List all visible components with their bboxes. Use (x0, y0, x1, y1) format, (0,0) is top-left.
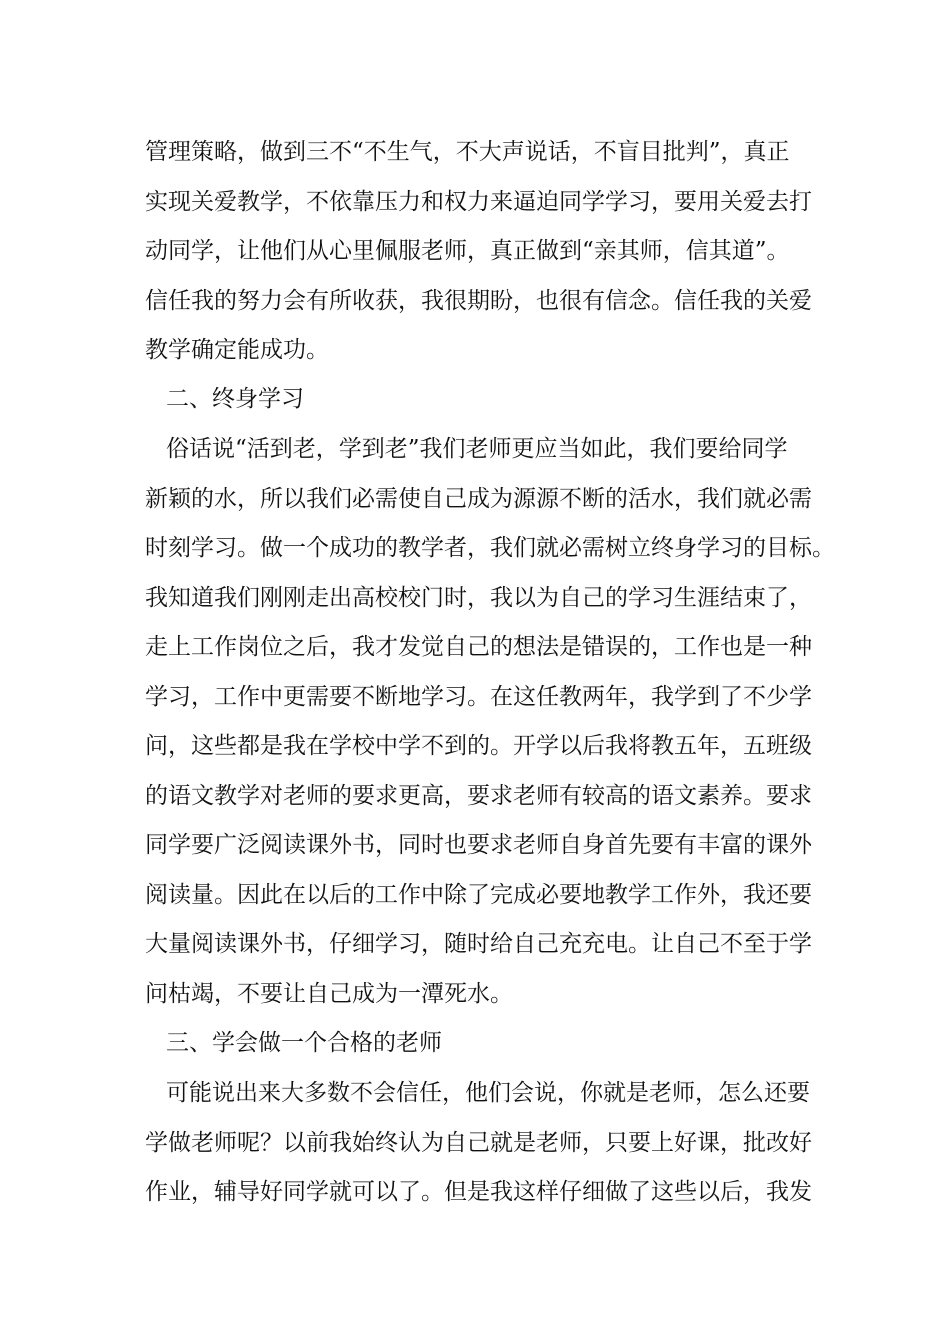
text-line: 俗话说“活到老，学到老”我们老师更应当如此，我们要给同学 (166, 436, 788, 462)
text-line: 新颖的水，所以我们必需使自己成为源源不断的活水，我们就必需 (145, 486, 812, 512)
text-line: 信任我的努力会有所收获，我很期盼，也很有信念。信任我的关爱 (145, 288, 812, 314)
text-line: 问，这些都是我在学校中学不到的。开学以后我将教五年，五班级 (145, 733, 812, 759)
text-line: 阅读量。因此在以后的工作中除了完成必要地教学工作外，我还要 (145, 882, 812, 908)
text-line: 实现关爱教学，不依靠压力和权力来逼迫同学学习，要用关爱去打 (145, 189, 812, 215)
text-line: 学习，工作中更需要不断地学习。在这任教两年，我学到了不少学 (145, 684, 812, 710)
text-line: 动同学，让他们从心里佩服老师，真正做到“亲其师，信其道”。 (145, 238, 790, 264)
text-line: 作业，辅导好同学就可以了。但是我这样仔细做了这些以后，我发 (145, 1179, 812, 1205)
text-line: 教学确定能成功。 (145, 337, 329, 363)
text-line: 同学要广泛阅读课外书，同时也要求老师自身首先要有丰富的课外 (145, 832, 812, 858)
text-line: 我知道我们刚刚走出高校校门时，我以为自己的学习生涯结束了， (145, 585, 812, 611)
text-line: 可能说出来大多数不会信任，他们会说，你就是老师，怎么还要 (166, 1080, 810, 1106)
text-line: 的语文教学对老师的要求更高，要求老师有较高的语文素养。要求 (145, 783, 812, 809)
text-line: 管理策略，做到三不“不生气，不大声说话，不盲目批判”，真正 (145, 139, 790, 165)
section-heading: 二、终身学习 (166, 386, 304, 412)
text-line: 学做老师呢？以前我始终认为自己就是老师，只要上好课，批改好 (145, 1130, 812, 1156)
text-line: 走上工作岗位之后，我才发觉自己的想法是错误的，工作也是一种 (145, 634, 812, 660)
section-heading: 三、学会做一个合格的老师 (166, 1030, 442, 1056)
text-line: 大量阅读课外书，仔细学习，随时给自己充充电。让自己不至于学 (145, 931, 812, 957)
text-line: 时刻学习。做一个成功的教学者，我们就必需树立终身学习的目标。 (145, 535, 835, 561)
text-line: 问枯竭，不要让自己成为一潭死水。 (145, 981, 513, 1007)
